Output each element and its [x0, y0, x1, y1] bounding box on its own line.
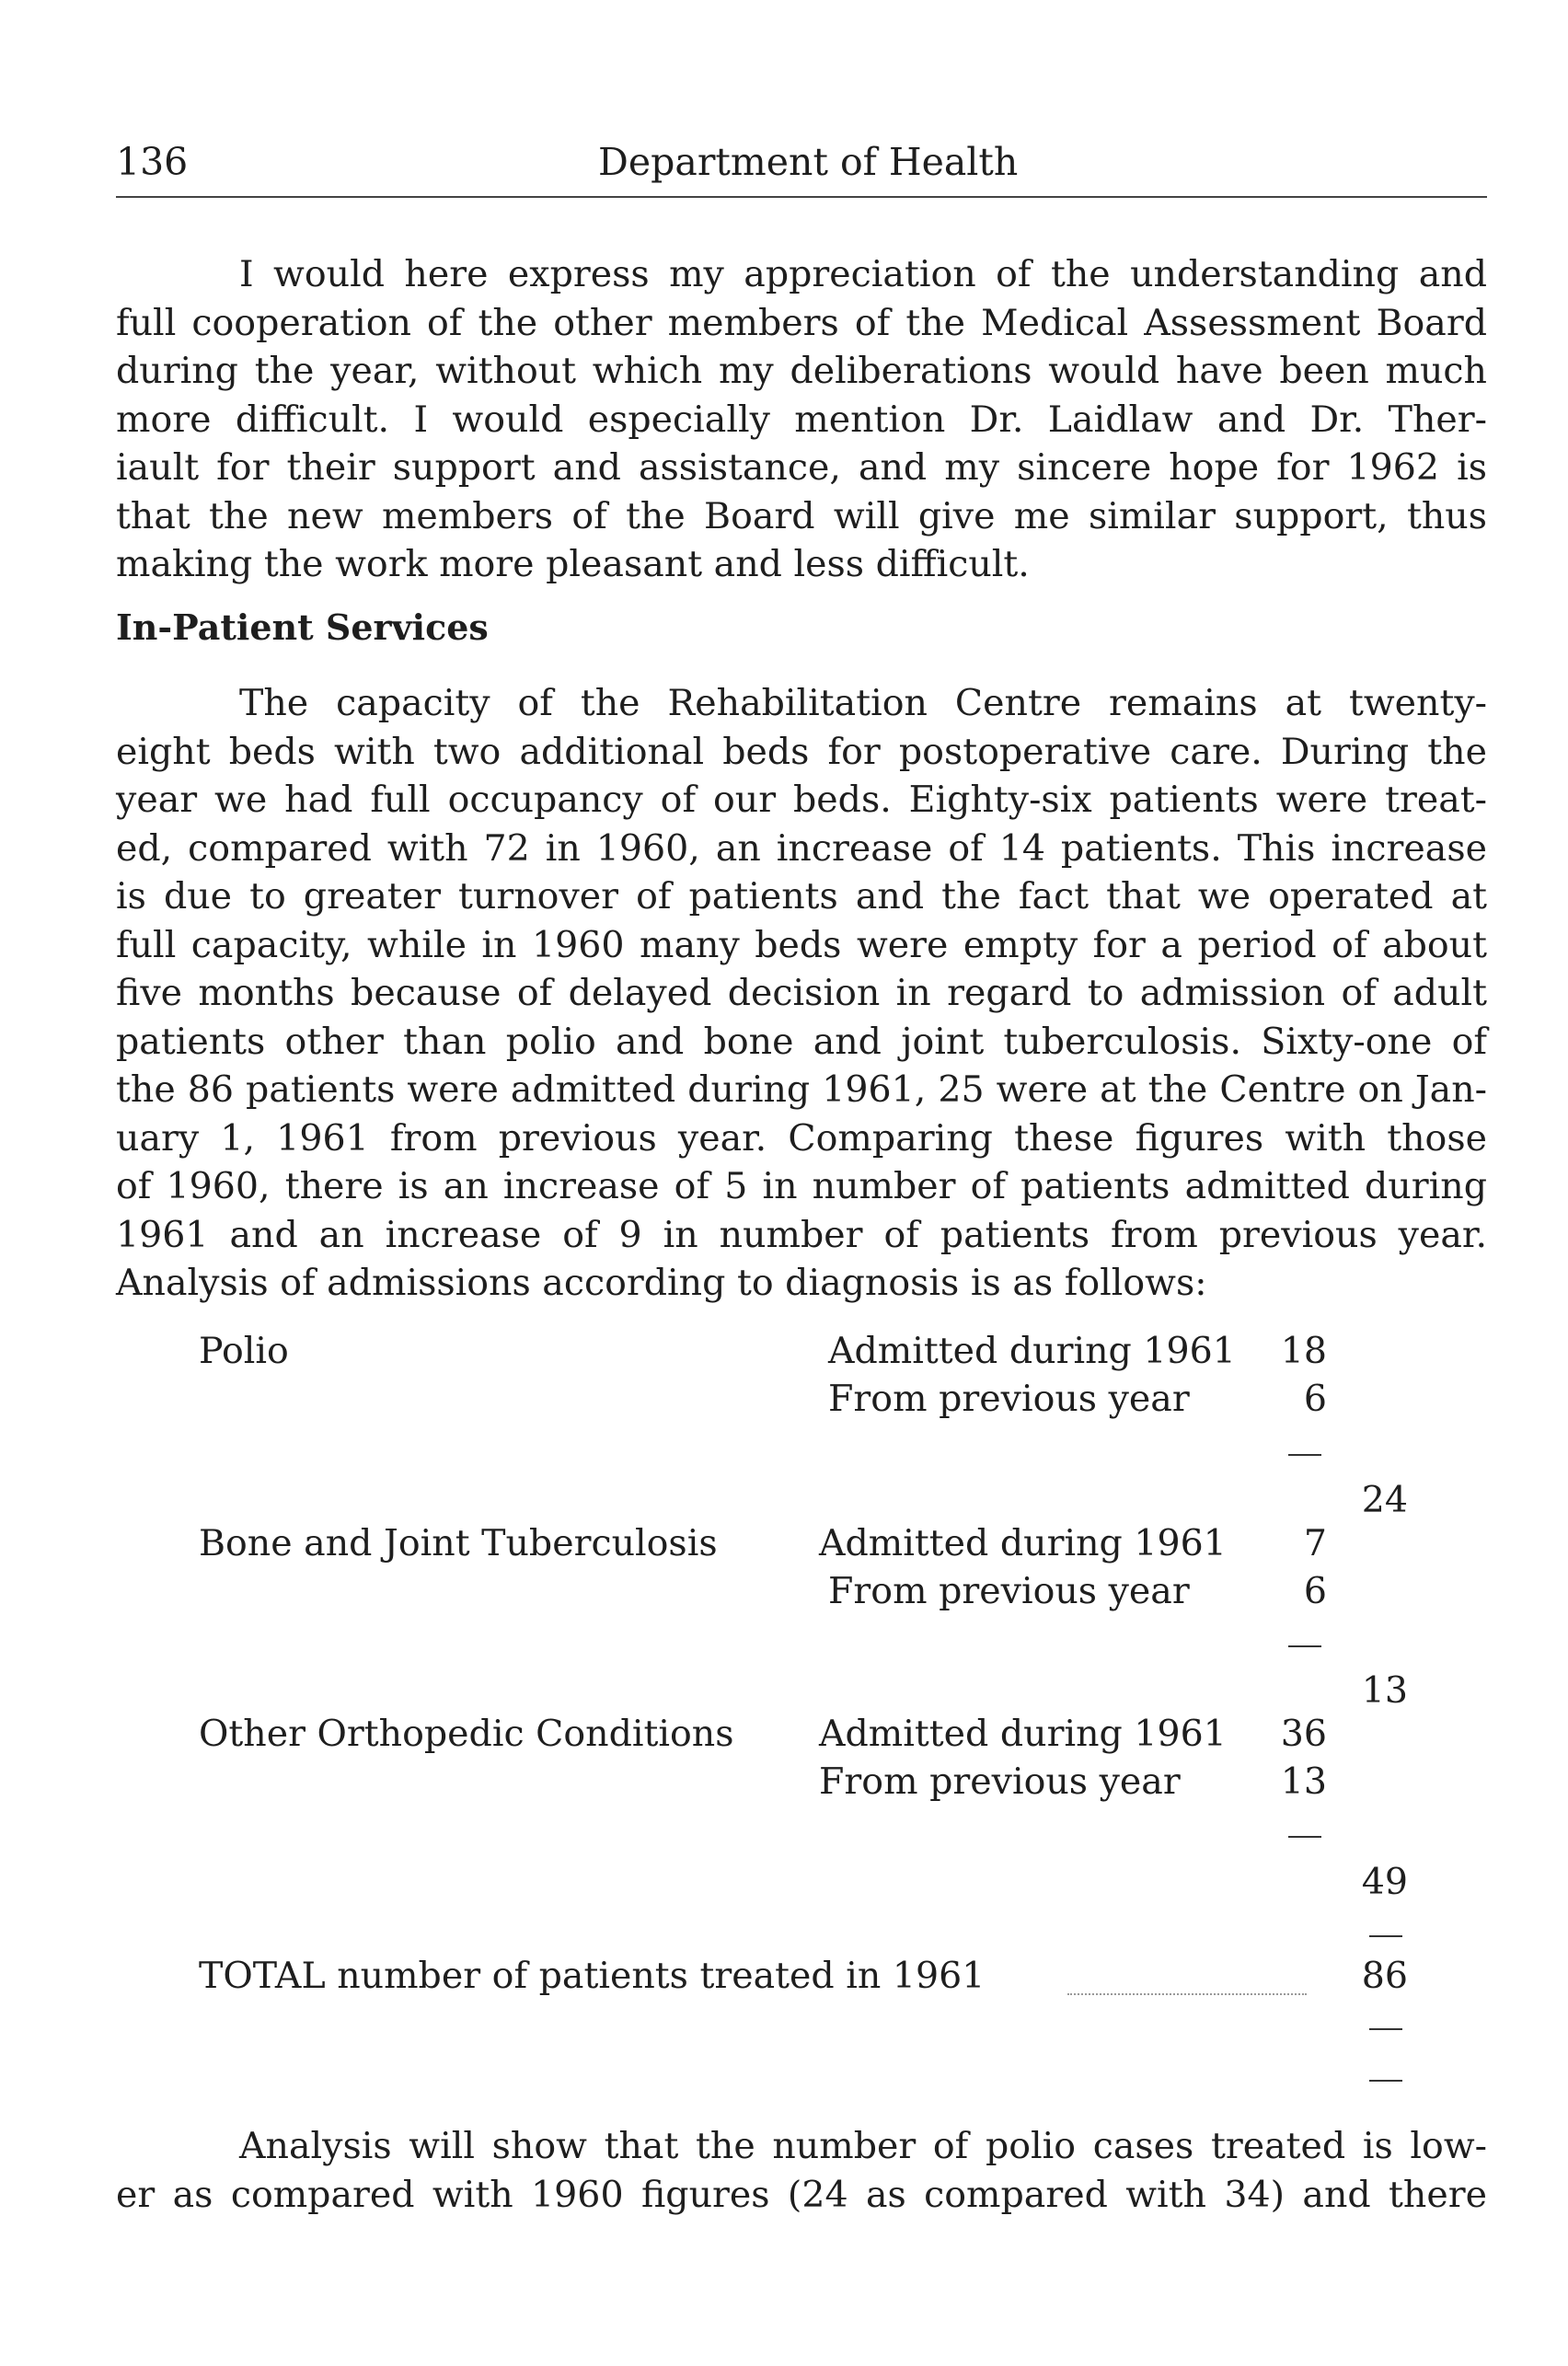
text-line: making the work more pleasant and less difficult.: [116, 543, 1030, 585]
text-line: of 1960, there is an increase of 5 in number of patients admitted during: [116, 1165, 1487, 1207]
text-line: uary 1, 1961 from previous year. Comparing these figures with those: [116, 1116, 1487, 1160]
text-line: five months because of delayed decision in regard to admission of adult: [116, 972, 1487, 1014]
total-rule-double: [1369, 2080, 1402, 2082]
text-line: during the year, without which my deliberations would have been much: [116, 350, 1487, 392]
row-label: Admitted during 1961: [828, 1330, 1236, 1372]
text-line: more difficult. I would especially mention Dr. Laidlaw and Dr. Ther-: [116, 398, 1487, 441]
text-line: ed, compared with 72 in 1960, an increase of 14 patients. This increase: [116, 826, 1487, 870]
text-line: er as compared with 1960 figures (24 as compared with 34) and there: [116, 2173, 1487, 2216]
diagnosis-label: Bone and Joint Tuberculosis: [199, 1522, 718, 1564]
section-heading: In-Patient Services: [116, 606, 489, 648]
row-label: Admitted during 1961: [819, 1522, 1227, 1564]
row-value: 6: [1303, 1570, 1327, 1612]
text-line: Analysis of admissions according to diagnosis is as follows:: [116, 1262, 1207, 1304]
row-value: 6: [1303, 1378, 1327, 1420]
sum-rule: [1288, 1454, 1321, 1456]
total-value: 86: [1361, 1955, 1408, 1997]
row-label: From previous year: [828, 1570, 1190, 1612]
running-title: Department of Health: [598, 140, 1019, 184]
text-line: patients other than polio and bone and joint tuberculosis. Sixty-one of: [116, 1020, 1487, 1063]
row-value: 7: [1303, 1522, 1327, 1564]
total-rule-double: [1369, 2028, 1402, 2030]
subtotal-value: 13: [1361, 1669, 1408, 1712]
text-line: is due to greater turnover of patients and the fact that we operated at: [116, 875, 1487, 918]
row-label: From previous year: [828, 1378, 1190, 1420]
text-line: iault for their support and assistance, and my sincere hope for 1962 is: [116, 446, 1487, 489]
text-line: 1961 and an increase of 9 in number of patients from previous year.: [116, 1213, 1487, 1256]
text-line: full cooperation of the other members of the Medical Assessment Board: [116, 301, 1487, 344]
row-value: 13: [1280, 1760, 1327, 1803]
row-label: From previous year: [819, 1760, 1181, 1803]
section-paragraph: [116, 679, 1487, 1308]
text-line: the 86 patients were admitted during 1961, 25 were at the Centre on Jan-: [116, 1068, 1487, 1111]
text-line: year we had full occupancy of our beds. Eighty-six patients were treat-: [116, 779, 1487, 821]
text-line: eight beds with two additional beds for postoperative care. During the: [116, 730, 1487, 773]
text-line: I would here express my appreciation of the understanding and: [239, 253, 1487, 295]
subtotal-value: 49: [1361, 1861, 1408, 1903]
dot-leader: [1067, 1993, 1307, 1995]
header-rule: [116, 196, 1487, 198]
diagnosis-label: Other Orthopedic Conditions: [199, 1713, 734, 1755]
sum-rule: [1288, 1645, 1321, 1647]
intro-paragraph: [116, 250, 1487, 589]
text-line: The capacity of the Rehabilitation Centre remains at twenty-: [239, 682, 1487, 724]
total-label: TOTAL number of patients treated in 1961: [199, 1955, 986, 1997]
text-line: Analysis will show that the number of polio cases treated is low-: [239, 2125, 1487, 2167]
row-value: 36: [1280, 1713, 1327, 1755]
page-number: 136: [116, 140, 189, 184]
subtotal-value: 24: [1361, 1479, 1408, 1521]
diagnosis-label: Polio: [199, 1330, 289, 1372]
row-value: 18: [1280, 1330, 1327, 1372]
total-rule-top: [1369, 1935, 1402, 1937]
sum-rule: [1288, 1836, 1321, 1838]
row-label: Admitted during 1961: [819, 1713, 1227, 1755]
text-line: full capacity, while in 1960 many beds were empty for a period of about: [116, 923, 1487, 966]
closing-paragraph: [116, 2122, 1487, 2219]
text-line: that the new members of the Board will give me similar support, thus: [116, 494, 1487, 537]
